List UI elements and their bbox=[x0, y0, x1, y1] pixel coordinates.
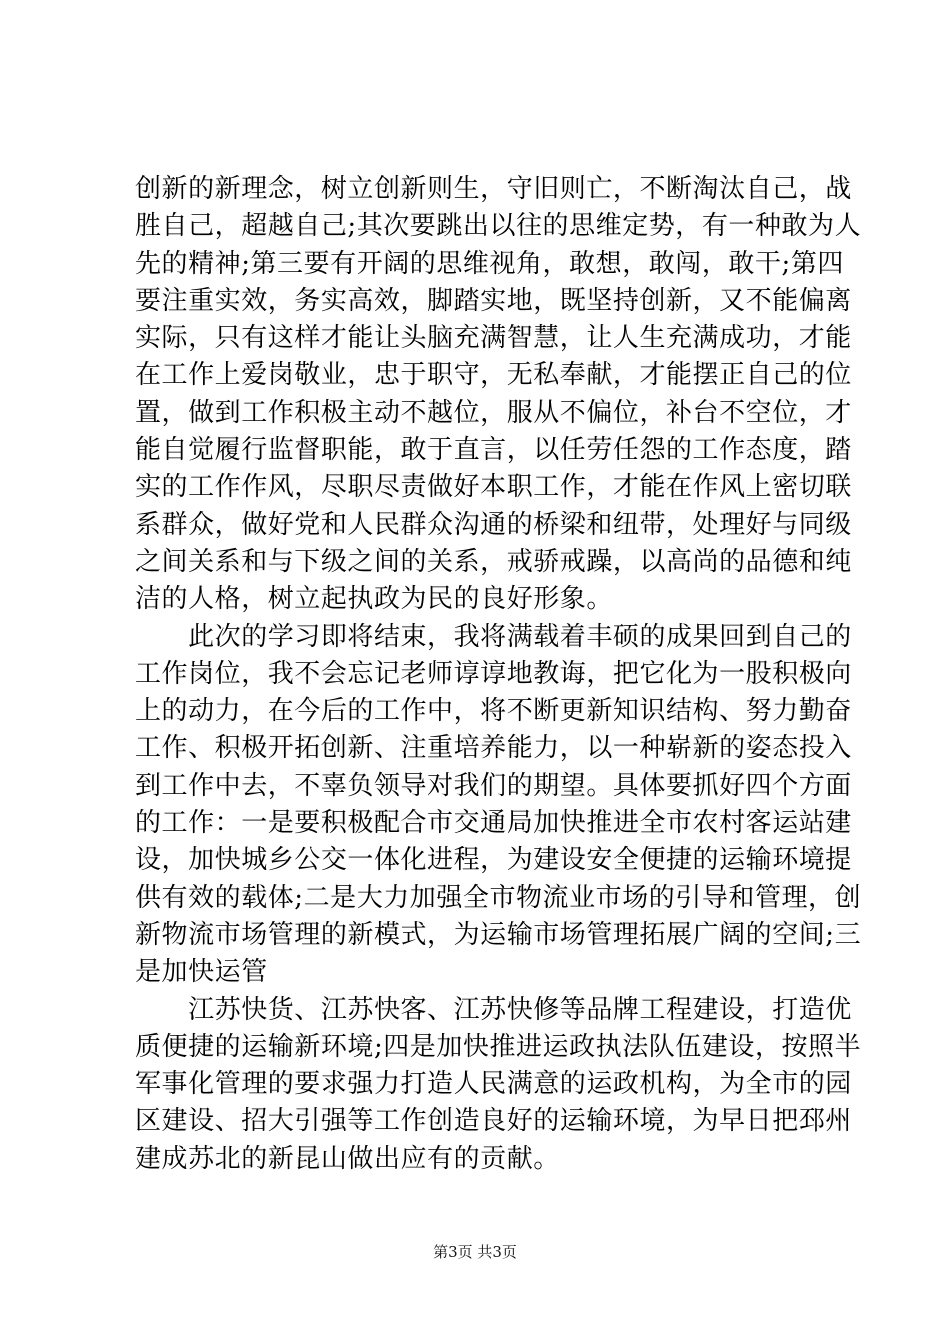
text-line: 胜自己，超越自己;其次要跳出以往的思维定势，有一种敢为人 bbox=[135, 211, 862, 242]
text-line: 创新的新理念，树立创新则生，守旧则亡，不断淘汰自己，战 bbox=[135, 174, 852, 204]
page-number: 第3页 共3页 bbox=[433, 1243, 517, 1261]
text-line: 先的精神;第三要有开阔的思维视角，敢想，敢闯，敢干;第四 bbox=[135, 248, 844, 279]
text-line: 供有效的载体;二是大力加强全市物流业市场的引导和管理，创 bbox=[135, 882, 862, 913]
text-line: 实际，只有这样才能让头脑充满智慧，让人生充满成功，才能 bbox=[135, 323, 852, 354]
text-line: 系群众，做好党和人民群众沟通的桥梁和纽带，处理好与同级 bbox=[135, 509, 852, 540]
text-line: 此次的学习即将结束，我将满载着丰硕的成果回到自己的 bbox=[135, 621, 852, 652]
text-line: 军事化管理的要求强力打造人民满意的运政机构，为全市的园 bbox=[135, 1069, 852, 1100]
text-line: 置，做到工作积极主动不越位，服从不偏位，补台不空位，才 bbox=[135, 397, 852, 428]
text-line: 设，加快城乡公交一体化进程，为建设安全便捷的运输环境提 bbox=[135, 845, 852, 876]
text-line: 洁的人格，树立起执政为民的良好形象。 bbox=[135, 584, 613, 615]
text-line: 的工作：一是要积极配合市交通局加快推进全市农村客运站建 bbox=[135, 808, 852, 839]
text-line: 到工作中去，不辜负领导对我们的期望。具体要抓好四个方面 bbox=[135, 770, 852, 801]
text-line: 江苏快货、江苏快客、江苏快修等品牌工程建设，打造优 bbox=[135, 994, 852, 1025]
document-body bbox=[135, 171, 862, 1178]
text-line: 实的工作作风，尽职尽责做好本职工作，才能在作风上密切联 bbox=[135, 472, 852, 503]
text-line: 之间关系和与下级之间的关系，戒骄戒躁，以高尚的品德和纯 bbox=[135, 546, 852, 577]
text-line: 要注重实效，务实高效，脚踏实地，既坚持创新，又不能偏离 bbox=[135, 285, 852, 316]
text-line: 工作岗位，我不会忘记老师谆谆地教诲，把它化为一股积极向 bbox=[135, 658, 852, 689]
text-line: 区建设、招大引强等工作创造良好的运输环境，为早日把邳州 bbox=[135, 1106, 852, 1137]
text-line: 上的动力，在今后的工作中，将不断更新知识结构、努力勤奋 bbox=[135, 696, 852, 727]
text-line: 是加快运管 bbox=[135, 957, 268, 988]
text-line: 质便捷的运输新环境;四是加快推进运政执法队伍建设，按照半 bbox=[135, 1031, 862, 1062]
text-line: 在工作上爱岗敬业，忠于职守，无私奉献，才能摆正自己的位 bbox=[135, 360, 852, 391]
text-line: 建成苏北的新昆山做出应有的贡献。 bbox=[135, 1143, 560, 1174]
text-line: 新物流市场管理的新模式，为运输市场管理拓展广阔的空间;三 bbox=[135, 919, 862, 950]
text-line: 工作、积极开拓创新、注重培养能力，以一种崭新的姿态投入 bbox=[135, 733, 852, 764]
text-line: 能自觉履行监督职能，敢于直言，以任劳任怨的工作态度，踏 bbox=[135, 435, 852, 466]
